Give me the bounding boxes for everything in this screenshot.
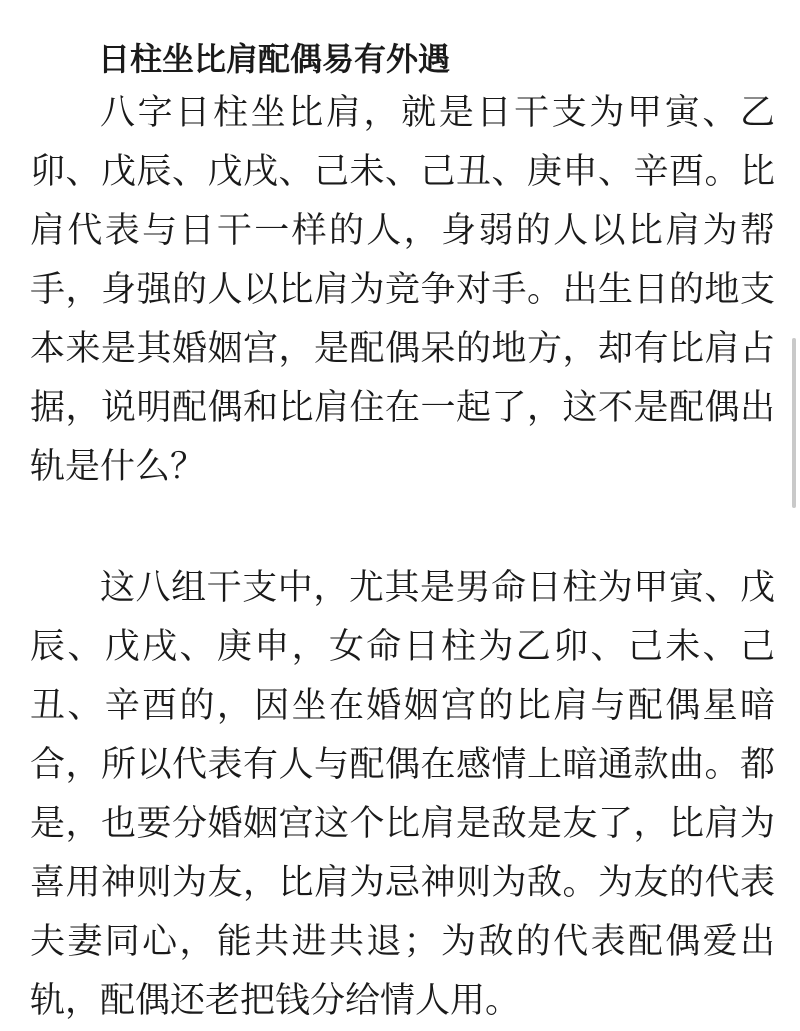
paragraph-2: 这八组干支中，尤其是男命日柱为甲寅、戊辰、戊戌、庚申，女命日柱为乙卯、己未、己丑、辛酉的，因坐在婚姻宫的比肩与配偶星暗合，所以代表有人与配偶在感情上暗通款曲。都是，也要分婚姻宫这个比肩是敌是友了，比肩为喜用神则为友，比肩为忌神则为敌。为友的代表夫妻同心，能共进共退；为敌的代表配偶爱出轨，配偶还老把钱分给情人用。 xyxy=(30,568,775,1021)
paragraph-1: 八字日柱坐比肩，就是日干支为甲寅、乙卯、戊辰、戊戌、己未、己丑、庚申、辛酉。比肩代表与日干一样的人，身弱的人以比肩为帮手，身强的人以比肩为竞争对手。出生日的地支本来是其婚姻宫，是配偶呆的地方，却有比肩占据，说明配偶和比肩住在一起了，这不是配偶出轨是什么？ xyxy=(30,93,775,487)
scrollbar[interactable] xyxy=(792,338,796,508)
article-title: 日柱坐比肩配偶易有外遇 xyxy=(98,40,451,78)
article xyxy=(30,36,775,1031)
